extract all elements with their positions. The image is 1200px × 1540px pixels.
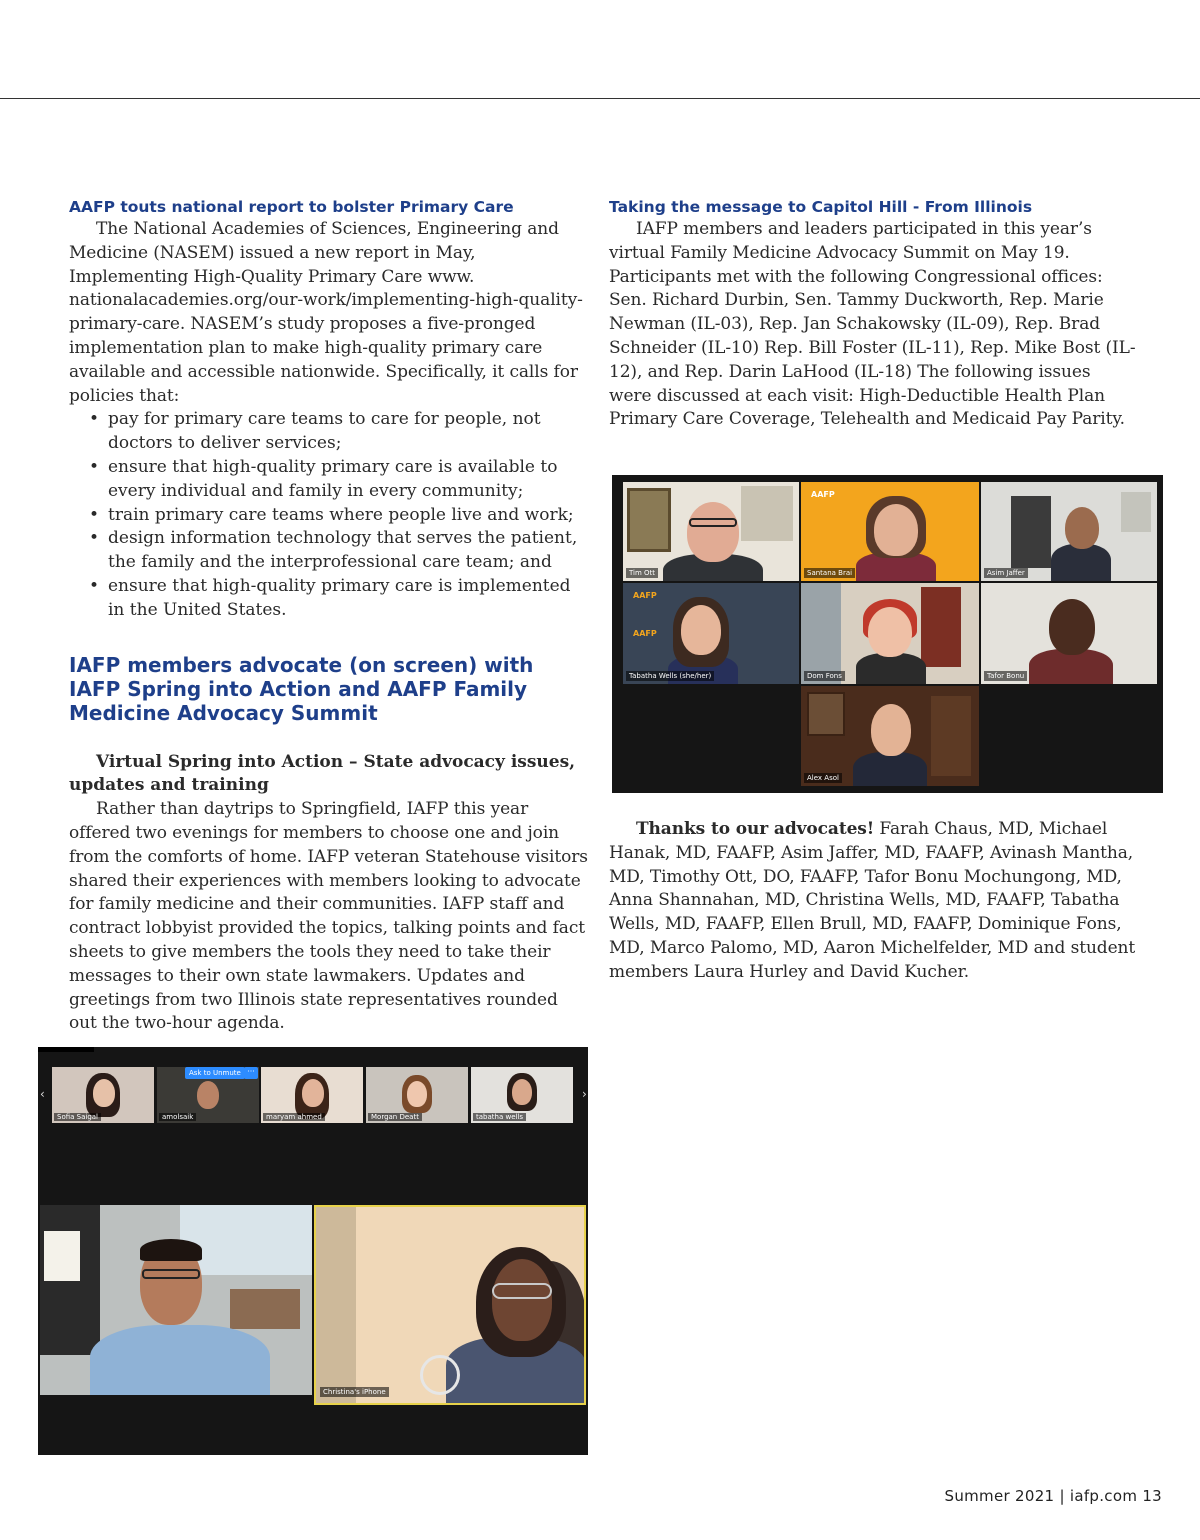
section-title-capitol-hill: Taking the message to Capitol Hill - From Illinois: [609, 198, 1033, 216]
header-rule: [0, 98, 1200, 99]
list-item: • pay for primary care teams to care for people, not doctors to deliver services;: [89, 408, 589, 456]
ask-to-unmute-button[interactable]: Ask to Unmute: [185, 1067, 245, 1079]
tile-label: Tim Ott: [626, 568, 658, 578]
article-subhead: Virtual Spring into Action – State advocacy issues, updates and training: [69, 751, 576, 796]
nasem-policy-list: [69, 408, 589, 622]
video-tile-main-left: [40, 1205, 312, 1395]
video-tile: [366, 1067, 468, 1123]
article-headline: IAFP members advocate (on screen) with IAFP Spring into Action and AAFP Family Medicine Advocacy Summit: [69, 652, 534, 725]
page-footer: Summer 2021 | iafp.com 13: [944, 1487, 1162, 1505]
tile-label: Christina's iPhone: [320, 1387, 389, 1397]
tile-label: Tabatha Wells (she/her): [626, 671, 714, 681]
video-tile: [801, 583, 979, 684]
spring-into-action-video-call-photo: [38, 1047, 588, 1455]
summit-video-call-photo: [612, 475, 1163, 793]
spring-paragraph: Rather than daytrips to Springfield, IAFP this year offered two evenings for members to choose one and join from the comforts of home. IAFP veteran Statehouse visitors shared their experiences with members looking to advocate for family medicine and their communities. IAFP staff and contract lobbyist provided the topics, talking points and fact sheets to give members the tools they need to take their messages to their own state lawmakers. Updates and greetings from two Illinois state representatives rounded out the two-hour agenda.: [69, 799, 588, 1034]
tile-label: maryam ahmed: [263, 1113, 325, 1121]
tile-label: Santana Brai: [804, 568, 855, 578]
tile-label: Asim Jaffer: [984, 568, 1028, 578]
tile-label: Dom Fons: [804, 671, 845, 681]
video-tile: [52, 1067, 154, 1123]
left-column: [69, 198, 589, 1036]
tile-label: Morgan Deatt: [368, 1113, 422, 1121]
thanks-names: Farah Chaus, MD, Michael Hanak, MD, FAAFP, Asim Jaffer, MD, FAAFP, Avinash Mantha, MD, Timothy Ott, DO, FAAFP, Tafor Bonu Mochungong, MD, Anna Shannahan, MD, Christina Wells, MD, FAAFP, Tabatha Wells, MD, FAAFP, Ellen Brull, MD, FAAFP, Dominique Fons, MD, Marco Palomo, MD, Aaron Michelfelder, MD and student members Laura Hurley and David Kucher.: [609, 819, 1136, 982]
video-tile: [981, 482, 1157, 581]
chevron-left-icon: ‹: [40, 1087, 45, 1101]
tile-label: amolsaik: [159, 1113, 196, 1121]
thanks-lead: Thanks to our advocates!: [636, 819, 875, 839]
list-item: • ensure that high-quality primary care is implemented in the United States.: [89, 575, 589, 623]
right-column: [609, 198, 1137, 432]
aafp-logo-text: AAFP: [633, 629, 657, 638]
list-item: • design information technology that serves the patient, the family and the interprofessional care team; and: [89, 527, 589, 575]
tile-label: Tafor Bonu: [984, 671, 1027, 681]
capitol-hill-paragraph: IAFP members and leaders participated in this year’s virtual Family Medicine Advocacy Summit on May 19. Participants met with the following Congressional offices: Sen. Richard Durbin, Sen. Tammy Duckworth, Rep. Marie Newman (IL-03), Rep. Jan Schakowsky (IL-09), Rep. Brad Schneider (IL-10) Rep. Bill Foster (IL-11), Rep. Mike Bost (IL-12), and Rep. Darin LaHood (IL-18) The following issues were discussed at each visit: High-Deductible Health Plan Primary Care Coverage, Telehealth and Medicaid Pay Parity.: [609, 219, 1136, 430]
aafp-logo-text: AAFP: [811, 490, 835, 499]
section-title-nasem: AAFP touts national report to bolster Primary Care: [69, 198, 514, 216]
list-item: • train primary care teams where people live and work;: [89, 504, 589, 528]
tile-label: Alex Asol: [804, 773, 842, 783]
video-tile: [801, 686, 979, 786]
chevron-right-icon: ›: [582, 1087, 587, 1101]
video-tile: [623, 583, 799, 684]
thanks-paragraph: [609, 818, 1137, 985]
video-tile: [801, 482, 979, 581]
video-tile-main-right: [314, 1205, 586, 1405]
aafp-logo-text: AAFP: [633, 591, 657, 600]
more-options-button[interactable]: ···: [244, 1067, 258, 1079]
video-tile: [471, 1067, 573, 1123]
video-tile: [981, 583, 1157, 684]
list-item: • ensure that high-quality primary care is available to every individual and family in every community;: [89, 456, 589, 504]
video-tile: [261, 1067, 363, 1123]
thanks-block: [609, 818, 1137, 985]
tile-label: Sofia Saigal: [54, 1113, 101, 1121]
video-tile: [623, 482, 799, 581]
tile-label: tabatha wells: [473, 1113, 526, 1121]
nasem-paragraph: The National Academies of Sciences, Engineering and Medicine (NASEM) issued a new report in May, Implementing High-Quality Primary Care www. nationalacademies.org/our-work/implementing-high-quality-primary-care. NASEM’s study proposes a five-pronged implementation plan to make high-quality primary care available and accessible nationwide. Specifically, it calls for policies that:: [69, 219, 583, 406]
